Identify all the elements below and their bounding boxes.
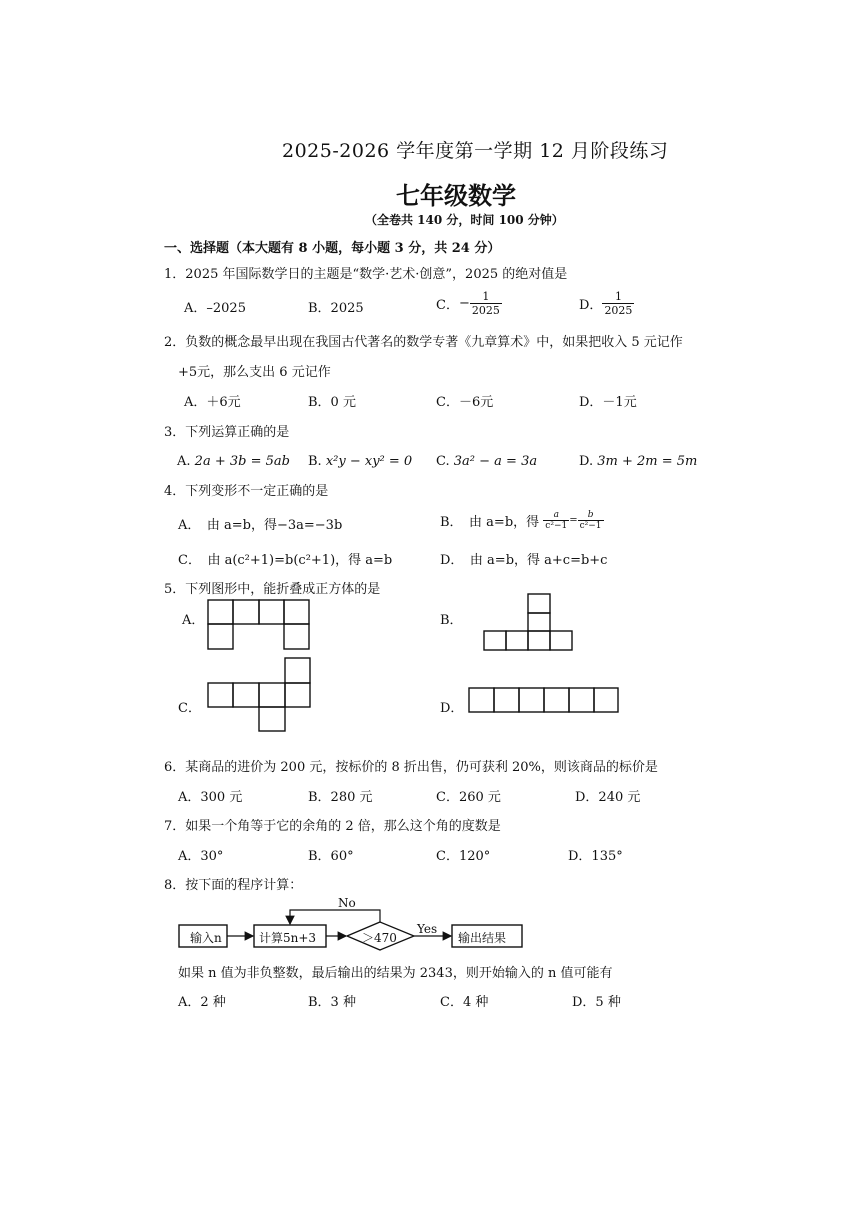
q4-option-b: B． 由 a=b，得 $\frac{a}{\text{c²−1}}$ = $\frac{b}{\text{c²−1}}$ — [440, 510, 602, 531]
q7-option-d: D．135° — [568, 849, 623, 864]
net-figure-d — [469, 688, 621, 716]
section-heading: 一、选择题（本大题有 8 小题，每小题 3 分，共 24 分） — [164, 241, 501, 256]
q5-stem: 5．下列图形中，能折叠成正方体的是 — [164, 582, 381, 597]
q6-stem: 6．某商品的进价为 200 元，按标价的 8 折出售，仍可获利 20%，则该商品的标价是 — [164, 760, 658, 775]
flow-input-label: 输入n — [190, 931, 222, 945]
q3-option-c: C. 3a² − a = 3a — [436, 454, 538, 469]
q4-option-c: C． 由 a(c²+1)=b(c²+1)，得 a=b — [178, 553, 393, 568]
q6-option-b: B．280 元 — [308, 790, 373, 805]
q4-stem: 4．下列变形不一定正确的是 — [164, 484, 329, 499]
q1-option-d: D． $\frac{1}{2025}$ — [579, 290, 633, 317]
flow-output-label: 输出结果 — [458, 931, 507, 945]
q3-option-d: D. 3m + 2m = 5m — [579, 454, 698, 469]
q5-option-d-label: D． — [440, 701, 464, 716]
exam-note: （全卷共 140 分，时间 100 分钟） — [365, 213, 564, 227]
q4-option-a: A． 由 a=b，得−3a=−3b — [178, 518, 343, 533]
q7-option-b: B．60° — [308, 849, 354, 864]
q6-option-d: D．240 元 — [575, 790, 641, 805]
q3-option-a: A. 2a + 3b = 5ab — [177, 454, 290, 469]
q3-stem: 3．下列运算正确的是 — [164, 425, 290, 440]
q8-followup: 如果 n 值为非负整数，最后输出的结果为 2343，则开始输入的 n 值可能有 — [178, 966, 613, 981]
q1-option-b: B．2025 — [308, 301, 364, 316]
q8-stem: 8．按下面的程序计算： — [164, 878, 303, 893]
q7-stem: 7．如果一个角等于它的余角的 2 倍，那么这个角的度数是 — [164, 819, 501, 834]
q5-option-c-label: C． — [178, 701, 201, 716]
q2-option-b: B．0 元 — [308, 395, 356, 410]
net-figure-c — [208, 658, 312, 734]
flow-yes-label: Yes — [417, 922, 438, 936]
q6-option-c: C．260 元 — [436, 790, 501, 805]
q5-option-a-label: A． — [182, 613, 205, 628]
q3-option-b: B. x²y − xy² = 0 — [308, 454, 413, 469]
q8-option-d: D．5 种 — [572, 995, 621, 1010]
q8-option-a: A．2 种 — [178, 995, 226, 1010]
exam-title: 2025-2026 学年度第一学期 12 月阶段练习 — [282, 140, 669, 162]
q8-option-b: B．3 种 — [308, 995, 356, 1010]
net-figure-b — [484, 594, 576, 654]
q2-option-a: A．＋6元 — [184, 395, 241, 410]
flow-no-label: No — [338, 896, 356, 910]
q2-option-c: C．－6元 — [436, 395, 494, 410]
exam-subject: 七年级数学 — [396, 182, 516, 210]
q5-option-b-label: B． — [440, 613, 463, 628]
flow-condition-label: ＞470 — [362, 931, 397, 945]
q2-option-d: D．－1元 — [579, 395, 637, 410]
q1-option-c: C．− $\frac{1}{2025}$ — [436, 290, 500, 317]
q6-option-a: A．300 元 — [178, 790, 243, 805]
q4-option-d: D． 由 a=b，得 a+c=b+c — [440, 553, 608, 568]
q2-stem-line1: 2．负数的概念最早出现在我国古代著名的数学专著《九章算术》中，如果把收入 5 元记作 — [164, 335, 683, 350]
net-figure-a — [208, 600, 312, 652]
q7-option-a: A．30° — [178, 849, 224, 864]
q1-stem: 1．2025 年国际数学日的主题是“数学·艺术·创意”，2025 的绝对值是 — [164, 267, 568, 282]
q8-option-c: C．4 种 — [440, 995, 489, 1010]
q1-option-a: A．–2025 — [184, 301, 246, 316]
q7-option-c: C．120° — [436, 849, 491, 864]
q2-stem-line2: +5元，那么支出 6 元记作 — [178, 365, 331, 380]
flow-compute-label: 计算5n+3 — [259, 931, 317, 945]
